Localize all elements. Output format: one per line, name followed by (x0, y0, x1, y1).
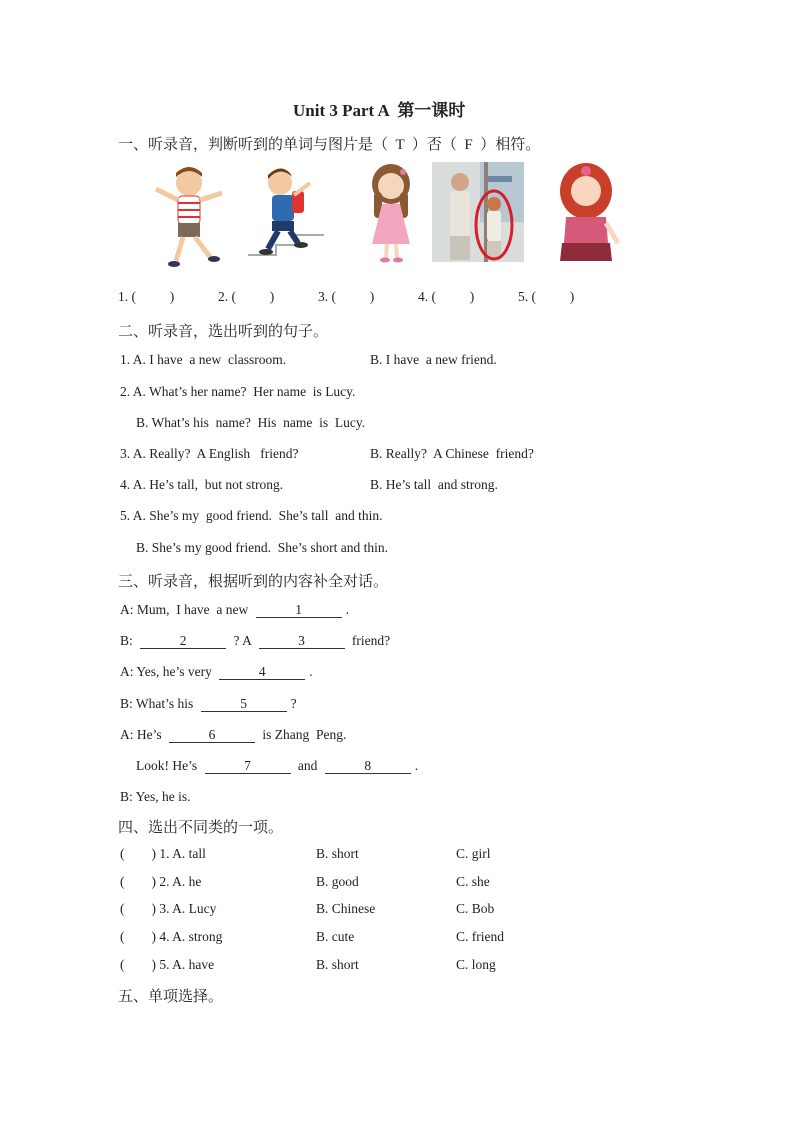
dialogue-text: . (414, 758, 419, 773)
sentence-option-a: B. She’s my good friend. She’s short and thin. (136, 540, 388, 555)
section-1-heading: 一、听录音，判断听到的单词与图片是（ T ）否（ F ）相符。 (118, 137, 541, 153)
sentence-option-a: 5. A. She’s my good friend. She’s tall and thin. (120, 508, 383, 523)
dialogue-text: Look! He’s (136, 758, 201, 773)
section-3-heading: 三、听录音，根据听到的内容补全对话。 (118, 574, 389, 590)
sentence-option-b: B. He’s tall and strong. (370, 477, 498, 492)
dialogue-line (120, 696, 297, 712)
dialogue-text: friend? (348, 633, 391, 648)
girl-pink-dress-picture (360, 162, 422, 264)
odd-one-out-option-b: B. good (316, 874, 359, 889)
odd-one-out-option-b: B. short (316, 957, 359, 972)
sentence-option-a: 2. A. What’s her name? Her name is Lucy. (120, 384, 356, 399)
sentence-option-b: B. I have a new friend. (370, 352, 497, 367)
dialogue-text: . (345, 602, 349, 617)
dialogue-text: ? A (230, 633, 255, 648)
dialogue-text: and (294, 758, 321, 773)
dialogue-text: ? (290, 696, 297, 711)
sentence-option-a: B. What’s his name? His name is Lucy. (136, 415, 366, 430)
odd-one-out-option-c: C. Bob (456, 901, 495, 916)
section-4-heading: 四、选出不同类的一项。 (118, 820, 284, 836)
boy-waving-picture (148, 163, 230, 271)
answer-slot-3: 3. ( ) (318, 289, 375, 304)
fill-blank-7[interactable]: 7 (205, 758, 291, 774)
dialogue-text: B: What’s his (120, 696, 197, 711)
dialogue-text: is Zhang Peng. (259, 727, 347, 742)
dialogue-text: B: Yes, he is. (120, 789, 194, 804)
fill-blank-2[interactable]: 2 (140, 633, 226, 649)
sentence-option-a: 4. A. He’s tall, but not strong. (120, 477, 284, 492)
odd-one-out-option-b: B. cute (316, 929, 355, 944)
fill-blank-8[interactable]: 8 (325, 758, 411, 774)
dialogue-text: . (309, 664, 313, 679)
odd-one-out-option-c: C. friend (456, 929, 504, 944)
boy-circled-in-photo-picture (432, 162, 524, 262)
odd-one-out-item-1: ( ) 1. A. tall (120, 846, 206, 861)
answer-slot-1: 1. ( ) (118, 289, 175, 304)
fill-blank-6[interactable]: 6 (169, 727, 255, 743)
dialogue-line (120, 727, 346, 743)
page-title: Unit 3 Part A 第一课时 (293, 101, 466, 120)
odd-one-out-option-b: B. Chinese (316, 901, 376, 916)
dialogue-line (120, 789, 194, 805)
dialogue-text: A: He’s (120, 727, 165, 742)
odd-one-out-option-b: B. short (316, 846, 359, 861)
dialogue-text: A: Mum, I have a new (120, 602, 252, 617)
odd-one-out-option-c: C. long (456, 957, 496, 972)
sentence-option-b: B. Really? A Chinese friend? (370, 446, 534, 461)
fill-blank-5[interactable]: 5 (201, 696, 287, 712)
odd-one-out-item-2: ( ) 2. A. he (120, 874, 202, 889)
dialogue-line (120, 664, 313, 680)
fill-blank-4[interactable]: 4 (219, 664, 305, 680)
girl-red-hair-picture (552, 163, 624, 265)
boy-climbing-stairs-picture (246, 165, 326, 265)
dialogue-text: A: Yes, he’s very (120, 664, 216, 679)
odd-one-out-item-4: ( ) 4. A. strong (120, 929, 223, 944)
odd-one-out-option-c: C. girl (456, 846, 491, 861)
fill-blank-3[interactable]: 3 (259, 633, 345, 649)
section-2-heading: 二、听录音，选出听到的句子。 (118, 324, 329, 340)
answer-slot-2: 2. ( ) (218, 289, 275, 304)
odd-one-out-item-3: ( ) 3. A. Lucy (120, 901, 217, 916)
dialogue-text: B: (120, 633, 137, 648)
odd-one-out-option-c: C. she (456, 874, 490, 889)
section-5-heading: 五、单项选择。 (118, 989, 224, 1005)
fill-blank-1[interactable]: 1 (256, 602, 342, 618)
answer-slot-5: 5. ( ) (518, 289, 575, 304)
sentence-option-a: 3. A. Really? A English friend? (120, 446, 299, 461)
sentence-option-a: 1. A. I have a new classroom. (120, 352, 287, 367)
dialogue-line (120, 633, 390, 649)
dialogue-line (120, 602, 349, 618)
dialogue-line (136, 758, 418, 774)
answer-slot-4: 4. ( ) (418, 289, 475, 304)
odd-one-out-item-5: ( ) 5. A. have (120, 957, 215, 972)
